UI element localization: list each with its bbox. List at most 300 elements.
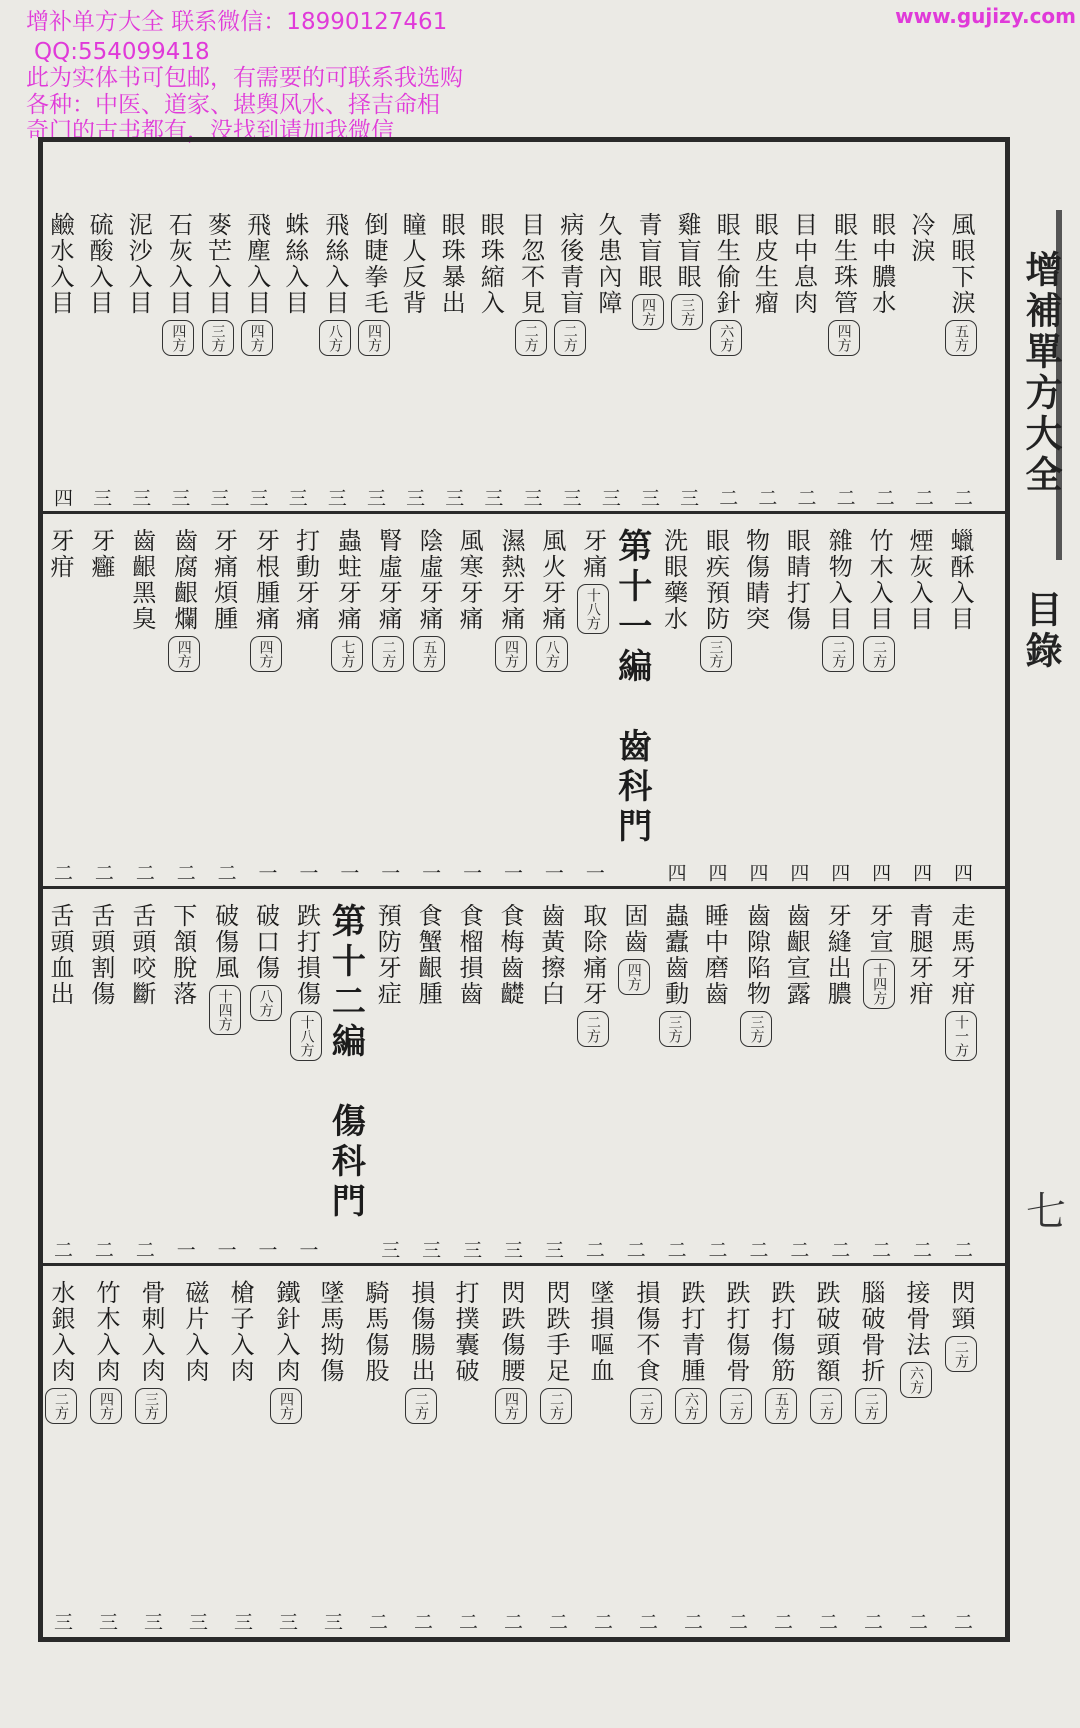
toc-page-number: 二 xyxy=(636,1612,658,1631)
toc-page-number: 二 xyxy=(910,1240,933,1259)
toc-entry xyxy=(270,1280,302,1424)
toc-entry xyxy=(86,528,116,580)
toc-entry-title: 竹木入目 xyxy=(865,528,894,632)
toc-entry xyxy=(168,528,200,672)
toc-entry-note: 二方 xyxy=(515,320,547,356)
toc-page-number: 二 xyxy=(705,1240,728,1259)
toc-entry-note: 十八方 xyxy=(290,1011,322,1061)
toc-entry-note: 十四方 xyxy=(209,985,241,1035)
toc-entry xyxy=(168,903,198,1007)
toc-entry xyxy=(405,1280,437,1424)
toc-entry-note: 三方 xyxy=(700,636,732,672)
toc-entry-title: 齒隙陷物 xyxy=(742,903,771,1007)
toc-entry-title: 風眼下淚 xyxy=(947,212,975,316)
toc-entry xyxy=(495,1280,527,1424)
toc-entry-note: 四方 xyxy=(241,320,273,356)
page-folio-mark: 七 xyxy=(1026,1189,1066,1235)
toc-page-number: 二 xyxy=(132,1240,155,1259)
toc-page-number: 三 xyxy=(276,1612,298,1631)
toc-entry-title: 跌打損傷 xyxy=(292,903,321,1007)
toc-entry-title: 風寒牙痛 xyxy=(455,528,484,632)
toc-page-number: 三 xyxy=(324,488,347,507)
toc-page-number: 一 xyxy=(460,863,483,882)
toc-page-number: 二 xyxy=(833,488,856,507)
toc-page-number: 二 xyxy=(591,1612,613,1631)
toc-entry-note: 二方 xyxy=(855,1388,887,1424)
toc-entry-note: 四方 xyxy=(618,959,650,995)
toc-entry-title: 食榴損齒 xyxy=(455,903,484,1007)
toc-entry-note: 四方 xyxy=(162,320,194,356)
toc-entry xyxy=(945,1280,977,1372)
running-title: 增補單方大全 xyxy=(1019,250,1063,496)
toc-entry xyxy=(162,212,194,356)
toc-entry xyxy=(515,212,547,356)
toc-entry-note: 六方 xyxy=(710,320,742,356)
toc-entry-title: 風火牙痛 xyxy=(537,528,566,632)
toc-entry-title: 腎虛牙痛 xyxy=(374,528,403,632)
toc-entry-title: 跌破頭額 xyxy=(812,1280,840,1384)
toc-entry-title: 牙癰 xyxy=(86,528,115,580)
toc-entry xyxy=(945,903,977,1061)
toc-entry xyxy=(781,903,811,1007)
watermark-line-1: 增补单方大全 联系微信：18990127461 xyxy=(26,9,448,35)
toc-page-number: 三 xyxy=(541,1240,564,1259)
toc-entry-title: 陰虛牙痛 xyxy=(415,528,444,632)
toc-entry xyxy=(250,903,282,1021)
toc-entry xyxy=(358,212,390,356)
toc-entry-note: 七方 xyxy=(331,636,363,672)
toc-page-number: 四 xyxy=(51,488,73,507)
toc-entry xyxy=(700,903,730,1007)
toc-entry-note: 四方 xyxy=(632,294,664,330)
toc-entry-note: 二方 xyxy=(45,1388,77,1424)
toc-entry-note: 十四方 xyxy=(863,959,895,1009)
toc-entry-note: 六方 xyxy=(900,1362,932,1398)
toc-entry-note: 二方 xyxy=(630,1388,662,1424)
section-heading xyxy=(613,528,651,848)
toc-entry xyxy=(180,1280,210,1384)
toc-page-number: 二 xyxy=(816,1612,838,1631)
toc-entry xyxy=(577,903,609,1047)
toc-entry-title: 雜物入目 xyxy=(824,528,853,632)
toc-entry-title: 騎馬傷股 xyxy=(361,1280,389,1384)
toc-entry-title: 墜馬拗傷 xyxy=(316,1280,344,1384)
toc-entry-title: 久患內障 xyxy=(593,212,622,316)
toc-entry xyxy=(127,903,157,1007)
toc-entry-note: 三方 xyxy=(740,1011,772,1047)
toc-entry-title: 牙宣 xyxy=(865,903,894,955)
toc-page-number: 四 xyxy=(910,863,933,882)
toc-entry xyxy=(45,1280,77,1424)
toc-entry xyxy=(554,212,586,356)
toc-entry xyxy=(413,903,443,1007)
toc-page-number: 一 xyxy=(582,863,605,882)
toc-entry-title: 牙痛 xyxy=(578,528,607,580)
toc-page-number: 二 xyxy=(501,1612,523,1631)
toc-entry-note: 二方 xyxy=(372,636,404,672)
toc-entry xyxy=(319,212,351,356)
toc-page-number: 一 xyxy=(541,863,564,882)
toc-entry xyxy=(45,903,75,1007)
toc-entry xyxy=(202,212,234,356)
toc-entry xyxy=(360,1280,390,1384)
toc-entry-title: 濕熱牙痛 xyxy=(497,528,525,632)
toc-entry xyxy=(290,903,322,1061)
toc-entry xyxy=(828,212,860,356)
toc-entry xyxy=(904,528,934,632)
toc-page-number: 三 xyxy=(51,1612,73,1631)
toc-entry-title: 牙痛煩腫 xyxy=(209,528,238,632)
toc-page-number: 三 xyxy=(419,1240,442,1259)
toc-entry-title: 蟲蛀牙痛 xyxy=(333,528,362,632)
toc-page-number: 二 xyxy=(787,1240,810,1259)
toc-entry xyxy=(675,1280,707,1424)
toc-entry-note: 二方 xyxy=(810,1388,842,1424)
toc-entry xyxy=(904,903,934,1007)
toc-page-number: 二 xyxy=(173,863,196,882)
toc-entry-note: 八方 xyxy=(536,636,568,672)
toc-entry-title: 倒睫拳毛 xyxy=(360,212,389,316)
toc-page-number: 四 xyxy=(951,863,973,882)
toc-entry-title: 墜損嘔血 xyxy=(586,1280,614,1384)
toc-page-number: 四 xyxy=(664,863,687,882)
toc-entry-title: 跌打青腫 xyxy=(677,1280,705,1384)
toc-entry xyxy=(671,212,703,330)
toc-entry-note: 二方 xyxy=(577,1011,609,1047)
toc-page-number: 三 xyxy=(285,488,308,507)
toc-entry-note: 四方 xyxy=(250,636,282,672)
toc-page-number: 二 xyxy=(726,1612,748,1631)
toc-entry-title: 鐵針入肉 xyxy=(272,1280,300,1384)
toc-entry-title: 牙疳 xyxy=(46,528,74,580)
toc-entry xyxy=(241,212,273,356)
toc-entry xyxy=(536,528,568,672)
toc-entry-title: 損傷不食 xyxy=(632,1280,660,1384)
toc-entry-note: 四方 xyxy=(90,1388,122,1424)
toc-entry xyxy=(700,528,732,672)
toc-page-number: 二 xyxy=(911,488,934,507)
toc-page-number: 二 xyxy=(664,1240,687,1259)
toc-entry xyxy=(900,1280,932,1398)
toc-entry-title: 目忽不見 xyxy=(516,212,545,316)
toc-entry xyxy=(740,528,770,632)
toc-page-number: 二 xyxy=(411,1612,433,1631)
toc-entry-note: 二方 xyxy=(720,1388,752,1424)
toc-entry-title: 打動牙痛 xyxy=(291,528,320,632)
toc-entry-title: 預防牙症 xyxy=(373,903,402,1007)
toc-entry-note: 三方 xyxy=(135,1388,167,1424)
toc-entry xyxy=(454,903,484,1007)
toc-page-number: 二 xyxy=(51,1240,73,1259)
toc-page-number: 二 xyxy=(546,1612,568,1631)
toc-entry xyxy=(495,528,527,672)
toc-entry-title: 骨刺入肉 xyxy=(137,1280,165,1384)
toc-page-number: 一 xyxy=(173,1240,196,1259)
toc-page-number: 二 xyxy=(366,1612,388,1631)
toc-entry-note: 三方 xyxy=(659,1011,691,1047)
toc-entry xyxy=(855,1280,887,1424)
toc-page-number: 二 xyxy=(456,1612,478,1631)
toc-page-number: 四 xyxy=(746,863,769,882)
toc-entry-title: 蠟酥入目 xyxy=(946,528,974,632)
toc-entry xyxy=(720,1280,752,1424)
toc-entry xyxy=(413,528,445,672)
toc-entry xyxy=(906,212,936,264)
toc-entry xyxy=(250,528,282,672)
toc-entry xyxy=(749,212,779,316)
toc-entry-title: 眼珠縮入 xyxy=(476,212,505,316)
toc-entry-note: 二方 xyxy=(822,636,854,672)
toc-page-number: 二 xyxy=(91,1240,114,1259)
toc-entry-note: 四方 xyxy=(495,1388,527,1424)
toc-entry-title: 雞盲眼 xyxy=(673,212,702,290)
toc-entry-title: 齒黃擦白 xyxy=(536,903,565,1007)
toc-entry xyxy=(45,212,75,316)
toc-entry-note: 五方 xyxy=(765,1388,797,1424)
toc-entry-title: 眼生偷針 xyxy=(712,212,741,316)
toc-entry-note: 三方 xyxy=(202,320,234,356)
toc-entry-note: 三方 xyxy=(671,294,703,330)
toc-page-number: 二 xyxy=(214,863,237,882)
toc-entry-note: 六方 xyxy=(675,1388,707,1424)
toc-entry-note: 二方 xyxy=(554,320,586,356)
toc-page-number: 二 xyxy=(794,488,817,507)
toc-entry-title: 病後青盲 xyxy=(555,212,584,316)
toc-entry-note: 八方 xyxy=(250,985,282,1021)
toc-entry-title: 跌打傷筋 xyxy=(767,1280,795,1384)
toc-entry xyxy=(740,903,772,1047)
watermark-line-3: 此为实体书可包邮，有需要的可联系我选购 xyxy=(26,65,463,91)
toc-page-number: 四 xyxy=(869,863,892,882)
toc-page-number: 三 xyxy=(637,488,660,507)
toc-entry xyxy=(659,528,689,632)
toc-entry xyxy=(577,528,609,634)
toc-entry-title: 舌頭咬斷 xyxy=(127,903,156,1007)
toc-page-number: 三 xyxy=(598,488,621,507)
section-heading xyxy=(326,903,364,1223)
toc-entry-title: 青腿牙疳 xyxy=(905,903,934,1007)
toc-entry-title: 目中息肉 xyxy=(789,212,818,316)
toc-entry-title: 眼睛打傷 xyxy=(782,528,811,632)
toc-entry-title: 腦破骨折 xyxy=(857,1280,885,1384)
toc-entry xyxy=(945,528,975,632)
toc-page-number: 三 xyxy=(559,488,582,507)
toc-page-number: 三 xyxy=(246,488,269,507)
toc-entry-note: 二方 xyxy=(540,1388,572,1424)
toc-entry-note: 四方 xyxy=(828,320,860,356)
toc-page-number: 三 xyxy=(186,1612,208,1631)
toc-entry xyxy=(659,903,691,1047)
toc-page-number: 三 xyxy=(501,1240,523,1259)
toc-entry-title: 蟲蠹齒動 xyxy=(660,903,689,1007)
toc-page-number: 四 xyxy=(787,863,810,882)
toc-entry xyxy=(536,903,566,1007)
toc-page-number: 一 xyxy=(337,863,360,882)
toc-page-number: 三 xyxy=(168,488,191,507)
toc-entry-title: 磁片入肉 xyxy=(181,1280,209,1384)
toc-entry xyxy=(331,528,363,672)
toc-entry-note: 四方 xyxy=(168,636,200,672)
toc-page-number: 二 xyxy=(582,1240,605,1259)
toc-entry-title: 破傷風 xyxy=(210,903,239,981)
toc-entry-title: 泥沙入目 xyxy=(124,212,153,316)
toc-page-number: 二 xyxy=(771,1612,793,1631)
toc-entry-title: 舌頭血出 xyxy=(46,903,74,1007)
toc-entry-note: 二方 xyxy=(945,1336,977,1372)
toc-entry-note: 二方 xyxy=(863,636,895,672)
toc-page-number: 一 xyxy=(255,1240,278,1259)
toc-page-number: 一 xyxy=(296,863,319,882)
toc-page-number: 一 xyxy=(255,863,278,882)
toc-entry xyxy=(372,528,404,672)
toc-entry-title: 食蟹齦腫 xyxy=(414,903,443,1007)
toc-page-number: 一 xyxy=(419,863,442,882)
toc-entry xyxy=(45,528,75,580)
toc-entry xyxy=(450,1280,480,1384)
toc-entry-title: 眼生珠管 xyxy=(829,212,858,316)
toc-page-number: 三 xyxy=(321,1612,343,1631)
toc-entry-note: 四方 xyxy=(495,636,527,672)
toc-page-number: 三 xyxy=(364,488,387,507)
toc-entry xyxy=(788,212,818,316)
toc-page-number: 二 xyxy=(755,488,778,507)
toc-entry-title: 齒齦黑臭 xyxy=(127,528,156,632)
toc-entry xyxy=(781,528,811,632)
toc-entry-title: 眼疾預防 xyxy=(701,528,730,632)
section-divider xyxy=(43,1263,1005,1266)
toc-entry xyxy=(209,903,241,1035)
toc-entry xyxy=(867,212,897,316)
toc-entry-title: 打撲囊破 xyxy=(451,1280,479,1384)
watermark-line-4: 各种：中医、道家、堪舆风水、择吉命相 xyxy=(26,92,440,118)
toc-entry-title: 睡中磨齒 xyxy=(700,903,729,1007)
toc-entry xyxy=(84,212,114,316)
toc-entry xyxy=(630,1280,662,1424)
toc-page-number: 四 xyxy=(828,863,851,882)
toc-entry xyxy=(822,528,854,672)
toc-page-number: 二 xyxy=(716,488,739,507)
toc-entry-note: 十一方 xyxy=(945,1011,977,1061)
toc-entry-title: 竹木入肉 xyxy=(92,1280,120,1384)
toc-entry-title: 洗眼藥水 xyxy=(659,528,688,632)
toc-page-number: 二 xyxy=(951,1240,973,1259)
toc-entry-title: 跌打傷骨 xyxy=(722,1280,750,1384)
toc-page-number: 二 xyxy=(861,1612,883,1631)
toc-entry-note: 二方 xyxy=(405,1388,437,1424)
toc-entry xyxy=(593,212,623,316)
toc-entry-title: 飛絲入目 xyxy=(320,212,349,316)
toc-entry xyxy=(495,903,525,1007)
toc-entry-title: 飛塵入目 xyxy=(242,212,271,316)
toc-entry xyxy=(397,212,427,316)
toc-entry-title: 麥芒入目 xyxy=(203,212,232,316)
toc-entry xyxy=(710,212,742,356)
toc-entry-note: 四方 xyxy=(358,320,390,356)
toc-entry xyxy=(618,903,650,995)
toc-entry xyxy=(123,212,153,316)
toc-entry-note: 八方 xyxy=(319,320,351,356)
toc-entry-title: 走馬牙疳 xyxy=(947,903,975,1007)
toc-entry-note: 四方 xyxy=(270,1388,302,1424)
toc-entry-title: 牙根腫痛 xyxy=(251,528,280,632)
toc-entry-note: 五方 xyxy=(413,636,445,672)
toc-entry xyxy=(315,1280,345,1384)
toc-page-number: 二 xyxy=(906,1612,928,1631)
toc-page-number: 三 xyxy=(403,488,426,507)
toc-entry-title: 齒齦宣露 xyxy=(782,903,811,1007)
toc-page-number: 三 xyxy=(520,488,543,507)
toc-entry xyxy=(475,212,505,316)
running-section-label: 目錄 xyxy=(1019,590,1063,672)
toc-entry-title: 眼皮生瘤 xyxy=(750,212,779,316)
toc-entry xyxy=(632,212,664,330)
toc-page-number: 三 xyxy=(378,1240,401,1259)
toc-entry xyxy=(765,1280,797,1424)
toc-page-number: 二 xyxy=(828,1240,851,1259)
toc-entry-title: 石灰入目 xyxy=(164,212,193,316)
toc-entry-title: 瞳人反背 xyxy=(398,212,427,316)
toc-entry-note: 十八方 xyxy=(577,584,609,634)
toc-page-number: 二 xyxy=(746,1240,769,1259)
toc-entry-title: 固齒 xyxy=(619,903,648,955)
toc-page-number: 二 xyxy=(91,863,114,882)
toc-page-number: 二 xyxy=(869,1240,892,1259)
toc-entry-title: 牙縫出膿 xyxy=(823,903,852,1007)
toc-entry xyxy=(209,528,239,632)
toc-entry-title: 眼珠暴出 xyxy=(437,212,466,316)
toc-page-number: 二 xyxy=(951,1612,973,1631)
toc-entry-title: 第十二編 傷科門 xyxy=(325,903,366,1223)
toc-entry-title: 閃跌傷腰 xyxy=(497,1280,525,1384)
toc-page-number: 一 xyxy=(214,1240,237,1259)
toc-entry-title: 青盲眼 xyxy=(633,212,662,290)
toc-entry xyxy=(86,903,116,1007)
toc-entry-title: 閃頸 xyxy=(947,1280,975,1332)
toc-entry-title: 下頷脫落 xyxy=(168,903,197,1007)
toc-entry-title: 煙灰入目 xyxy=(905,528,934,632)
toc-entry xyxy=(90,1280,122,1424)
toc-page-number: 四 xyxy=(705,863,728,882)
toc-page-number: 三 xyxy=(481,488,504,507)
toc-entry-title: 食梅齒齼 xyxy=(496,903,524,1007)
toc-entry xyxy=(127,528,157,632)
toc-entry xyxy=(280,212,310,316)
toc-entry-title: 接骨法 xyxy=(902,1280,930,1358)
section-divider xyxy=(43,886,1005,889)
toc-entry-title: 蛛絲入目 xyxy=(280,212,309,316)
toc-page-number: 二 xyxy=(623,1240,646,1259)
toc-page-number: 二 xyxy=(681,1612,703,1631)
watermark-line-2: QQ:554099418 xyxy=(34,39,210,65)
watermark-site: www.gujizy.com xyxy=(895,4,1076,28)
toc-entry-title: 水銀入肉 xyxy=(47,1280,75,1384)
toc-page-number: 三 xyxy=(96,1612,118,1631)
toc-entry xyxy=(810,1280,842,1424)
toc-entry-title: 槍子入肉 xyxy=(226,1280,254,1384)
toc-page-number: 三 xyxy=(460,1240,483,1259)
toc-entry xyxy=(863,528,895,672)
toc-entry-note: 五方 xyxy=(945,320,977,356)
toc-entry-title: 物傷睛突 xyxy=(741,528,770,632)
toc-page-number: 二 xyxy=(872,488,895,507)
toc-entry xyxy=(454,528,484,632)
toc-entry-title: 閃跌手足 xyxy=(542,1280,570,1384)
toc-page-number: 三 xyxy=(231,1612,253,1631)
toc-entry xyxy=(290,528,320,632)
toc-page-number: 三 xyxy=(141,1612,163,1631)
toc-entry-title: 第十一編 齒科門 xyxy=(611,528,652,848)
toc-entry xyxy=(822,903,852,1007)
